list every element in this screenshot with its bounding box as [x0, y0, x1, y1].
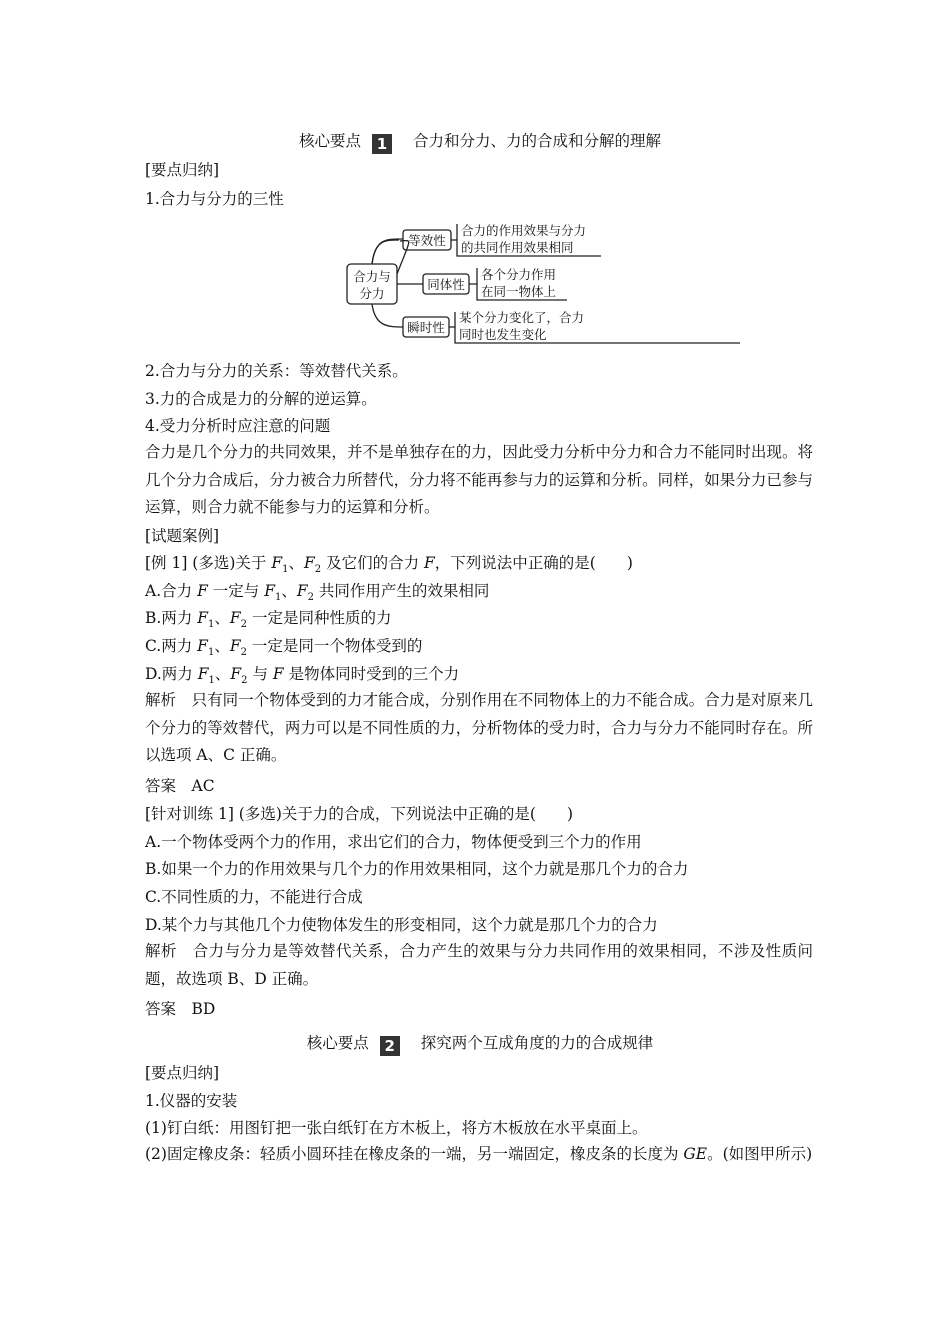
training-1-stem: [针对训练 1] (多选)关于力的合成，下列说法中正确的是( ) — [145, 805, 574, 823]
case-tag: [试题案例] — [145, 527, 220, 545]
point-3: 3.力的合成是力的分解的逆运算。 — [145, 390, 377, 408]
point-4-body: 合力是几个分力的共同效果，并不是单独存在的力，因此受力分析中分力和合力不能同时出现。将几个分力合成后，分力被合力所替代，分力将不能再参与力的运算和分析。同样，如果分力已参与运算，则合力就不能参与力的运算和分析。 — [145, 443, 813, 516]
point-2-1: 1.仪器的安装 — [145, 1092, 238, 1110]
point-4: 4.受力分析时应注意的问题 — [145, 417, 331, 435]
training-1-option-b: B.如果一个力的作用效果与几个力的作用效果相同，这个力就是那几个力的合力 — [145, 860, 689, 878]
section-label: 核心要点 — [299, 132, 362, 150]
training-1-answer: 答案 BD — [145, 1000, 216, 1018]
branch-desc-1b: 的共同作用效果相同 — [461, 240, 574, 255]
section-heading-1 — [145, 130, 815, 154]
example-1-analysis: 解析 只有同一个物体受到的力才能合成，分别作用在不同物体上的力不能合成。合力是对原来几个分力的等效替代，两力可以是不同性质的力，分析物体的受力时，合力与分力不能同时存在。所以选项 A、C 正确。 — [145, 691, 813, 764]
point-2: 2.合力与分力的关系：等效替代关系。 — [145, 362, 408, 380]
branch-name-2: 同体性 — [427, 277, 465, 292]
summary-tag-2: [要点归纳] — [145, 1064, 220, 1082]
summary-tag: [要点归纳] — [145, 161, 220, 179]
three-properties-diagram — [345, 218, 765, 353]
branch-name-3: 瞬时性 — [407, 320, 445, 335]
center-label-2: 分力 — [359, 286, 385, 301]
branch-desc-2b: 在同一物体上 — [481, 284, 557, 299]
branch-desc-1a: 合力的作用效果与分力 — [461, 223, 587, 238]
example-1-option-d: D.两力 $F_1$、$F_2$ 与 F 是物体同时受到的三个力 — [145, 665, 460, 687]
training-1-option-a: A.一个物体受两个力的作用，求出它们的合力，物体便受到三个力的作用 — [145, 833, 642, 851]
branch-desc-3b: 同时也发生变化 — [459, 327, 547, 342]
center-label-1: 合力与 — [353, 269, 391, 284]
section-number-badge: 1 — [372, 134, 392, 154]
example-1-option-a: A.合力 F 一定与 $F_1$、$F_2$ 共同作用产生的效果相同 — [145, 582, 490, 604]
training-1-option-c: C.不同性质的力，不能进行合成 — [145, 888, 363, 906]
training-1-analysis: 解析 合力与分力是等效替代关系，合力产生的效果与分力共同作用的效果相同，不涉及性质问题，故选项 B、D 正确。 — [145, 942, 813, 988]
section-number-badge: 2 — [380, 1036, 400, 1056]
training-1-option-d: D.某个力与其他几个力使物体发生的形变相同，这个力就是那几个力的合力 — [145, 916, 658, 934]
example-1-option-b: B.两力 $F_1$、$F_2$ 一定是同种性质的力 — [145, 609, 392, 631]
step-1: (1)钉白纸：用图钉把一张白纸钉在方木板上，将方木板放在水平桌面上。 — [145, 1119, 648, 1137]
section-heading-2 — [145, 1032, 815, 1056]
branch-desc-3a: 某个分力变化了，合力 — [459, 310, 585, 325]
branch-desc-2a: 各个分力作用 — [481, 267, 557, 282]
section-label: 核心要点 — [306, 1034, 369, 1052]
step-2: (2)固定橡皮条：轻质小圆环挂在橡皮条的一端，另一端固定，橡皮条的长度为 GE。(如图甲所示) — [145, 1145, 813, 1163]
example-1-option-c: C.两力 $F_1$、$F_2$ 一定是同一个物体受到的 — [145, 637, 423, 659]
section-title: 探究两个互成角度的力的合成规律 — [420, 1034, 654, 1052]
example-1-answer: 答案 AC — [145, 777, 215, 795]
branch-name-1: 等效性 — [408, 233, 446, 248]
example-1-stem: [例 1] (多选)关于 $F_1$、$F_2$ 及它们的合力 F，下列说法中正确的是( ) — [145, 554, 633, 576]
point-heading: 1.合力与分力的三性 — [145, 190, 284, 208]
section-title: 合力和分力、力的合成和分解的理解 — [412, 132, 661, 150]
